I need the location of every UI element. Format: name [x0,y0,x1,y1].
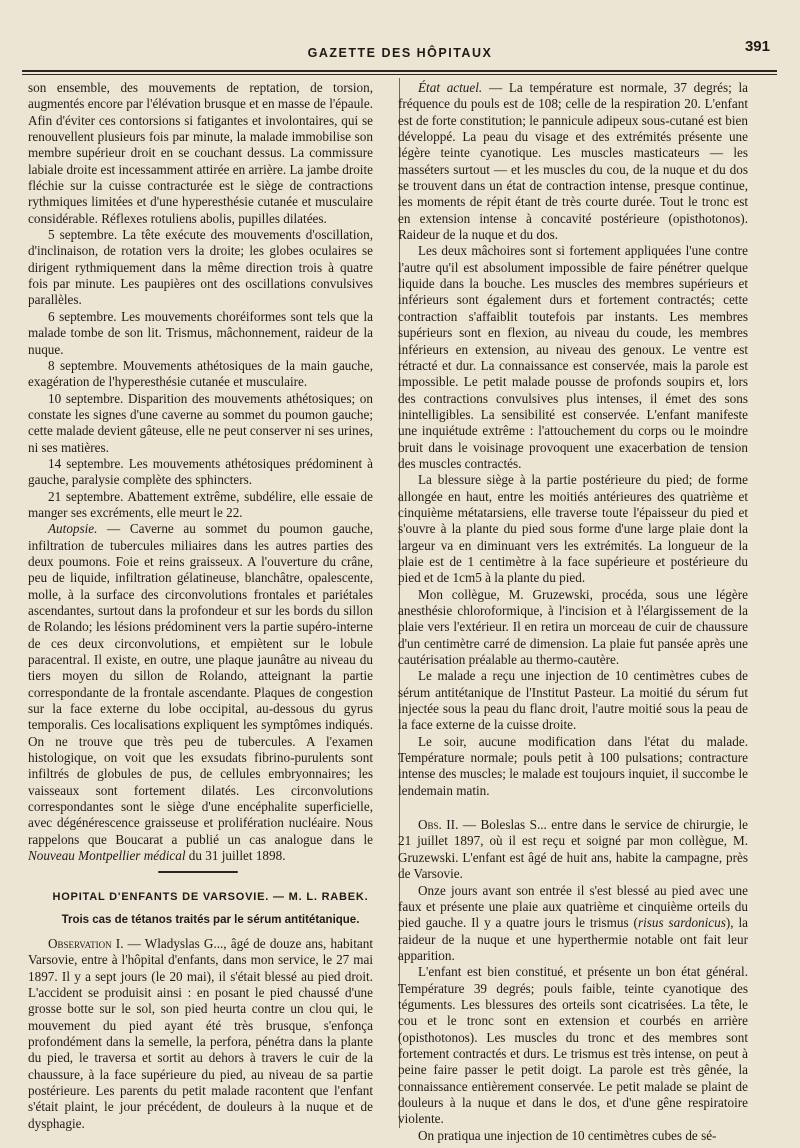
journal-title: GAZETTE DES HÔPITAUX [307,46,493,60]
header-rule-thick [22,70,777,72]
observation-text: — Wladyslas G..., âgé de douze ans, habitant Varsovie, entre à l'hôpital d'enfants, dans mon service, le 27 mai 1897. Il y a sept jours (le 20 mai), il s'était blessé au pied droit. L'accident se produisit ainsi : en posant le pied chaussé d'une grosse botte sur le sol, son pied heurta contre un clou qui, le mouvement du pied ayant été très brusque, s'enfonça profondément dans la semelle, la perfora, pénétra dans la plante du pied, le traversa et sortit au dehors à travers le cuir de la chaussure, à la face supérieure du pied, au niveau de sa partie postérieure. Les parents du petit malade racontent que l'enfant s'était plaint, le jour précédent, de douleurs à la nuque et de dysphagie. [28,935,373,1131]
paragraph: Les deux mâchoires sont si fortement appliquées l'une contre l'autre qu'il est absolument impossible de faire pénétrer quelque liquide dans la bouche. Les muscles des membres supérieurs et inférieurs sont également durs et fortement contractés; cette contraction s'affaiblit toutefois par instants. Les membres supérieurs sont en flexion, au niveau du coude, les membres inférieurs en extension, au niveau des genoux. Le ventre est rétracté et dur. La connaissance est conservée, mais la parole est impossible. Le petit malade pousse de profonds soupirs et, lors des contractions convulsives plus intenses, il émet des sons inintelligibles. La sensibilité est conservée. L'enfant manifeste une inquiétude extrême : l'attouchement du corps ou le moindre bruit dans le voisinage provoquent une exacerbation de tension des muscles contractés. [398,243,748,471]
observation-label: Observation I. [48,935,124,951]
header-rule-thin [22,74,777,75]
paragraph-text: ), la raideur de la nuque et une hyperthermie notable ont fait leur apparition. [398,915,749,963]
paragraph: Le malade a reçu une injection de 10 centimètres cubes de sérum antitétanique de l'Institut Pasteur. La moitié du sérum fut injectée sous la peau du flanc droit, l'autre moitié sous la peau de la face externe de la cuisse droite. [398,668,748,733]
observation-label: Obs. II. [418,817,459,833]
paragraph-text: — La température est normale, 37 degrés; la fréquence du pouls est de 108; celle de la respiration 20. L'enfant est de forte constitution; le pannicule adipeux sous-cutané est bien développé. La peau du visage et des extrémités présente une légère teinte cyanotique. Les muscles masticateurs — les masséters surtout — et les muscles du cou, de la nuque et du dos se trouvent dans un état de contraction intense, presque continue, les moments de répit étant de très courte durée. Tout le tronc est en extension intense à concavité postérieure (opisthotonos). Raideur de la nuque et du dos. [398,80,748,243]
paragraph: 8 septembre. Mouvements athétosiques de la main gauche, exagération de l'hyperesthésie cutanée et musculaire. [28,357,373,390]
observation-text: — Boleslas S... entre dans le service de chirurgie, le 21 juillet 1897, où il est reçu et soigné par mon collègue, M. Gruzewski. L'enfant est âgé de huit ans, habite la campagne, près de Varsovie. [398,817,749,882]
risus-term: risus sardonicus [637,915,726,931]
section-title: HOPITAL D'ENFANTS DE VARSOVIE. — M. L. RABEK. [52,890,369,903]
paragraph: L'enfant est bien constitué, et présente un bon état général. Température 39 degrés; pouls faible, teinte cyanotique des téguments. Les blessures des orteils sont cicatrisées. La tête, le cou et le tronc sont en extension et courbés en arrière (opisthotonos). Les muscles du tronc et des membres sont fortement contractés et durs. Le trismus est très intense, on peut à peine faire passer le petit doigt. La parole est très gênée, la connaissance entièrement conservée. Le petit malade se plaint de douleurs à la nuque et dans le dos, et d'une gêne respiratoire violente. [398,964,748,1127]
left-column [28,80,373,1132]
article-title: Trois cas de tétanos traités par le sérum antitétanique. [61,913,360,926]
paragraph: Le soir, aucune modification dans l'état du malade. Température normale; pouls petit à 100 pulsations; contracture intense des muscles; le malade est toujours inquiet, il succombe le lendemain matin. [398,733,748,798]
paragraph: 14 septembre. Les mouvements athétosiques prédominent à gauche, paralysie complète des sphincters. [28,455,373,488]
etat-label: État actuel. [418,80,483,95]
autopsy-paragraph [28,521,373,864]
observation-paragraph [398,817,748,882]
journal-name: Nouveau Montpellier médical [28,848,186,864]
paragraph: 10 septembre. Disparition des mouvements athétosiques; on constate les signes d'une caverne au sommet du poumon gauche; cette malade devient gâteuse, elle ne peut conserver ni ses urines, ni ses matières. [28,390,373,455]
paragraph: Mon collègue, M. Gruzewski, procéda, sous une légère anesthésie chloroformique, à l'incision et à l'élargissement de la plaie vers l'extérieur. Il en retira un morceau de cuir de chaussure d'un centimètre carré de dimension. La plaie fut pansée après une cautérisation préalable au thermo-cautère. [398,586,748,668]
section-ornament [28,869,373,875]
paragraph: son ensemble, des mouvements de reptation, de torsion, augmentés encore par l'élévation brusque et en masse de l'épaule. Afin d'éviter ces contorsions si fatigantes et involontaires, qui se renouvellent plusieurs fois par minute, la malade immobilise son membre supérieur droit en se couchant dessus. La commissure labiale droite est incessamment attirée en arrière. La jambe droite fléchie sur la cuisse contracturée est le siège de contractions rythmiques limitées et d'une hyperesthésie cutanée et musculaire considérable. Réflexes rotuliens abolis, pupilles dilatées. [28,80,373,226]
right-column [398,80,748,1144]
paragraph: 21 septembre. Abattement extrême, subdélire, elle essaie de manger ses excréments, elle meurt le 22. [28,488,373,520]
paragraph: La blessure siège à la partie postérieure du pied; de forme allongée en haut, entre les moitiés antérieures des quatrième et cinquième métatarsiens, elle traverse toute l'épaisseur du pied et s'ouvre à la plante du pied sous forme d'une large plaie dont la largeur va en diminuant vers les extrémités. La longueur de la plaie est de 1 centimètre à la face supérieure et postérieure du pied et de 1cm5 à la plante du pied. [398,472,748,586]
page-header [0,38,800,66]
observation-paragraph [28,936,373,1132]
paragraph: 5 septembre. La tête exécute des mouvements d'oscillation, d'inclinaison, de rotation vers la droite; les globes oculaires se dirigent rythmiquement dans la même direction trois à quatre fois par minute. Les paupières ont des oscillations convulsives parallèles. [28,227,373,308]
page-number: 391 [744,38,770,55]
paragraph [398,80,748,243]
paragraph [398,883,748,965]
autopsy-text: — Caverne au sommet du poumon gauche, infiltration de tubercules miliaires dans les autres parties des deux poumons. Foie et reins graisseux. A l'ouverture du crâne, peu de liquide, infiltration gélatineuse, blanchâtre, opalescente, molle, à la surface des circonvolutions frontales et pariétales ascendantes, surtout dans la profondeur et sur les bords du sillon de Rolando; les lésions prédominent vers la partie supéro-interne de ces deux circonvolutions, et empiètent sur le lobule paracentral. Il existe, en outre, une plaque jaunâtre au niveau du tiers moyen du sillon de Rolando, atteignant la partie correspondante de la frontale ascendante. Plaques de congestion sur la face externe du lobe occipital, au-dessous du gyrus temporalis. Ces localisations expliquent les symptômes indiqués. On ne trouve que très peu de tubercules. A l'examen histologique, on voit que les exsudats fibrino-purulents sont infiltrés de globules de pus, de cellules embryonnaires; les vaisseaux sont fortement dilatés. Les circonvolutions correspondantes sont le siège d'une encéphalite superficielle, avec dégénérescence graisseuse et prolifération nucléaire. Nous rappelons que Boucarat a publié un cas analogue dans le [28,521,373,847]
paragraph: 6 septembre. Les mouvements choréiformes sont tels que la malade tombe de son lit. Trismus, mâchonnement, raideur de la nuque. [28,308,373,357]
paragraph: On pratiqua une injection de 10 centimètres cubes de sé- [418,1127,717,1143]
autopsy-label: Autopsie. [48,521,98,537]
autopsy-text-end: du 31 juillet 1898. [185,848,286,864]
paragraph-text: Onze jours avant son entrée il s'est blessé au pied avec une faux et présente une plaie aux quatrième et cinquième orteils du pied gauche. Il y a quatre jours le trismus ( [398,882,748,931]
